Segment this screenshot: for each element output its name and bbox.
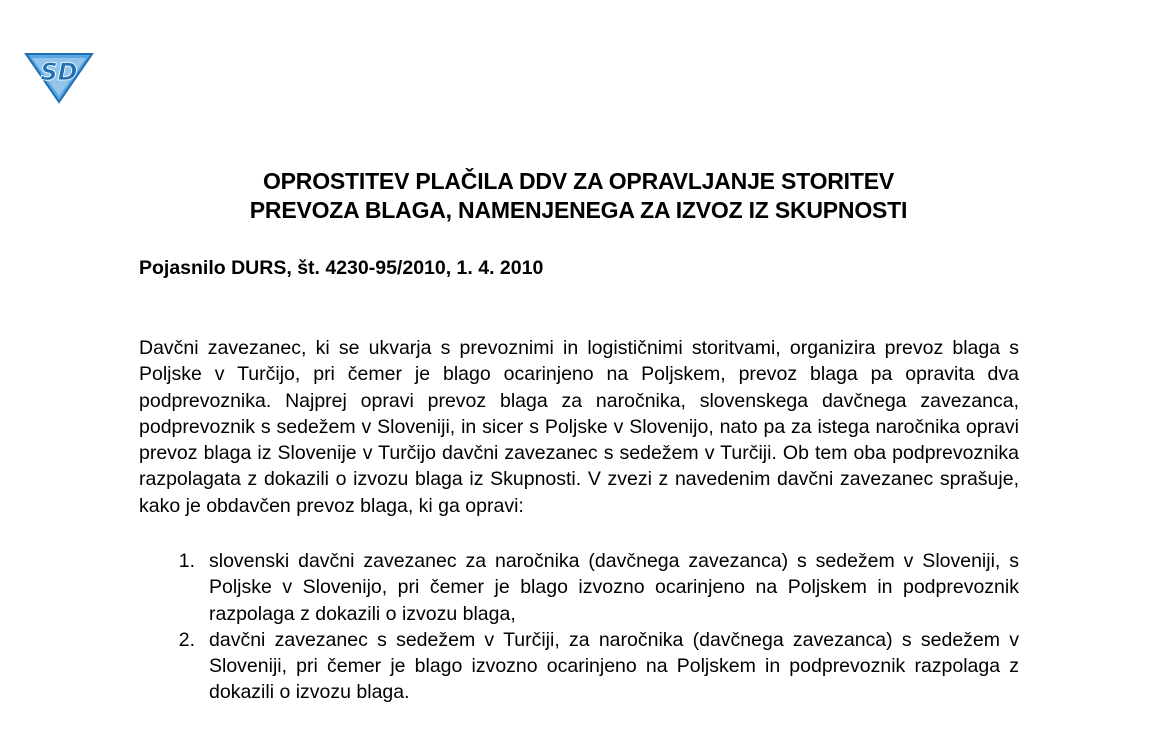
list-item-number: 1.	[178, 550, 195, 572]
intro-paragraph: Davčni zavezanec, ki se ukvarja s prevoznimi in logističnimi storitvami, organizira prevoz blaga s Poljske v Turčijo, pri čemer je blago ocarinjeno na Poljskem, prevoz blaga pa opravita dva podprevoznika. Najprej opravi prevoz blaga za naročnika, slovenskega davčnega zavezanca, podprevoznik s sedežem v Sloveniji, in sicer s Poljske v Slovenijo, nato pa za istega naročnika opravi prevoz blaga iz Slovenije v Turčijo davčni zavezanec s sedežem v Turčiji. Ob tem oba podprevoznika razpolagata z dokazili o izvozu blaga iz Skupnosti. V zvezi z navedenim davčni zavezanec sprašuje, kako je obdavčen prevoz blaga, ki ga opravi:	[139, 337, 1019, 517]
sd-logo	[22, 50, 96, 104]
title-line-2: PREVOZA BLAGA, NAMENJENEGA ZA IZVOZ IZ SKUPNOSTI	[249, 197, 908, 223]
list-item-text: slovenski davčni zavezanec za naročnika (davčnega zavezanca) s sedežem v Sloveniji, s Poljske v Slovenijo, pri čemer je blago izvozno ocarinjeno na Poljskem in podprevoznik razpolaga z dokazili o izvozu blaga,	[209, 550, 1019, 625]
list-item	[139, 548, 1019, 627]
document-subtitle: Pojasnilo DURS, št. 4230-95/2010, 1. 4. 2010	[139, 257, 544, 279]
list-item-number: 2.	[178, 628, 195, 651]
document-title	[0, 167, 1157, 225]
svg-text:SD: SD	[40, 58, 78, 86]
question-list	[139, 548, 1019, 706]
title-line-1: OPROSTITEV PLAČILA DDV ZA OPRAVLJANJE STORITEV	[262, 168, 895, 194]
list-item-text: davčni zavezanec s sedežem v Turčiji, za naročnika (davčnega zavezanca) s sedežem v Sloveniji, pri čemer je blago izvozno ocarinjeno na Poljskem in podprevoznik razpolaga z dokazili o izvozu blaga.	[209, 628, 1019, 704]
list-item	[139, 627, 1019, 706]
sd-shield-logo-icon	[22, 50, 96, 104]
